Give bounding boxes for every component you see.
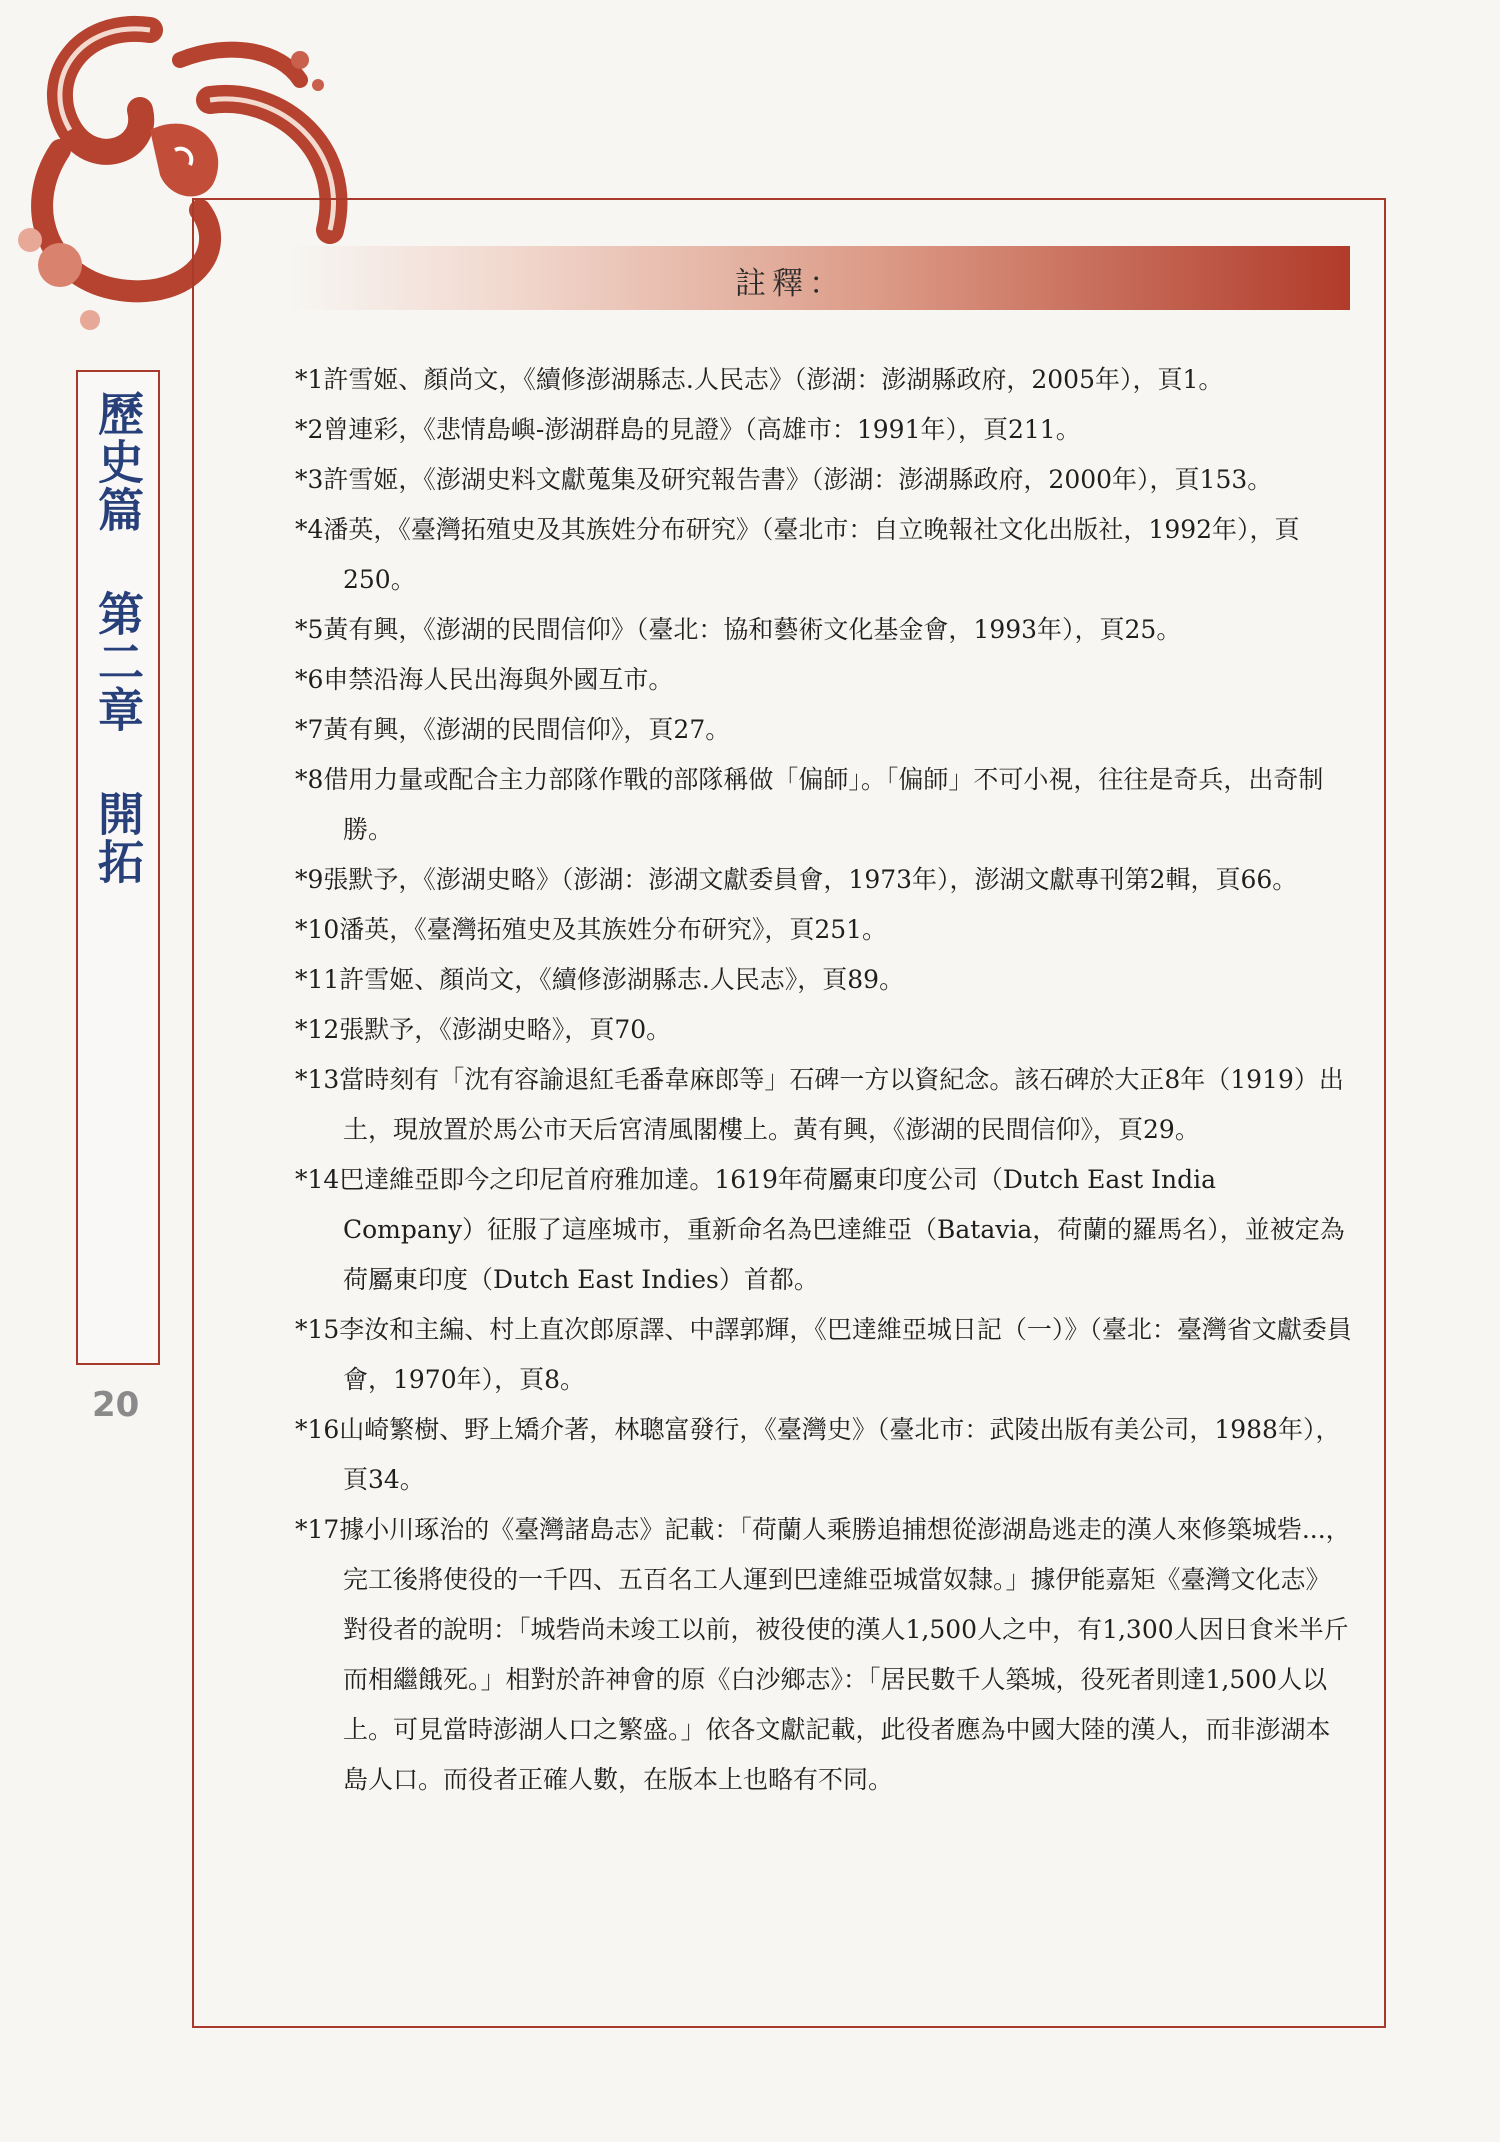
note-item: *7黃有興，《澎湖的民間信仰》，頁27。 [295,715,731,744]
note-item: *5黃有興，《澎湖的民間信仰》（臺北：協和藝術文化基金會，1993年），頁25。 [295,615,1182,644]
note-item: *6申禁沿海人民出海與外國互市。 [295,665,674,694]
note-item: *17據小川琢治的《臺灣諸島志》記載：「荷蘭人乘勝追捕想從澎湖島逃走的漢人來修築城砦...，完工後將使役的一千四、五百名工人運到巴達維亞城當奴隸。」據伊能嘉矩《臺灣文化志》對役者的說明：「城砦尚未竣工以前，被役使的漢人1,500人之中，有1,300人因日食米半斤而相繼餓死。」相對於許神會的原《白沙鄉志》：「居民數千人築城，役死者則達1,500人以上。可見當時澎湖人口之繁盛。」依各文獻記載，此役者應為中國大陸的漢人，而非澎湖本島人口。而役者正確人數，在版本上也略有不同。 [295,1515,1351,1794]
note-item: *8借用力量或配合主力部隊作戰的部隊稱做「偏師」。「偏師」不可小視，往往是奇兵，出奇制勝。 [295,765,1324,844]
note-item: *13當時刻有「沈有容諭退紅毛番韋麻郎等」石碑一方以資紀念。該石碑於大正8年（1919）出土，現放置於馬公市天后宮清風閣樓上。黃有興，《澎湖的民間信仰》，頁29。 [295,1065,1344,1144]
note-item: *4潘英，《臺灣拓殖史及其族姓分布研究》（臺北市：自立晚報社文化出版社，1992年），頁250。 [295,515,1300,594]
page-number: 20 [92,1385,140,1425]
note-item: *2曾連彩，《悲情島嶼-澎湖群島的見證》（高雄市：1991年），頁211。 [295,415,1081,444]
note-item: *16山崎繁樹、野上矯介著，林聰富發行，《臺灣史》（臺北市：武陵出版有美公司，1988年），頁34。 [295,1415,1341,1494]
chapter-title: 歷史篇 第二章 開拓 [91,390,145,886]
note-item: *3許雪姬，《澎湖史料文獻蒐集及研究報告書》（澎湖：澎湖縣政府，2000年），頁153。 [295,465,1273,494]
note-item: *1許雪姬、顏尚文，《續修澎湖縣志.人民志》（澎湖：澎湖縣政府，2005年），頁1。 [295,365,1224,394]
notes-list [295,355,1355,1805]
note-item: *10潘英，《臺灣拓殖史及其族姓分布研究》，頁251。 [295,915,888,944]
note-item: *14巴達維亞即今之印尼首府雅加達。1619年荷屬東印度公司（Dutch East India Company）征服了這座城市，重新命名為巴達維亞（Batavia，荷蘭的羅馬名），並被定為荷屬東印度（Dutch East Indies）首都。 [295,1165,1345,1294]
notes-title: 註釋： [735,266,846,302]
note-item: *9張默予，《澎湖史略》（澎湖：澎湖文獻委員會，1973年），澎湖文獻專刊第2輯，頁66。 [295,865,1298,894]
note-item: *11許雪姬、顏尚文，《續修澎湖縣志.人民志》，頁89。 [295,965,905,994]
note-item: *15李汝和主編、村上直次郎原譯、中譯郭輝，《巴達維亞城日記（一）》（臺北：臺灣省文獻委員會，1970年），頁8。 [295,1315,1352,1394]
note-item: *12張默予，《澎湖史略》，頁70。 [295,1015,672,1044]
